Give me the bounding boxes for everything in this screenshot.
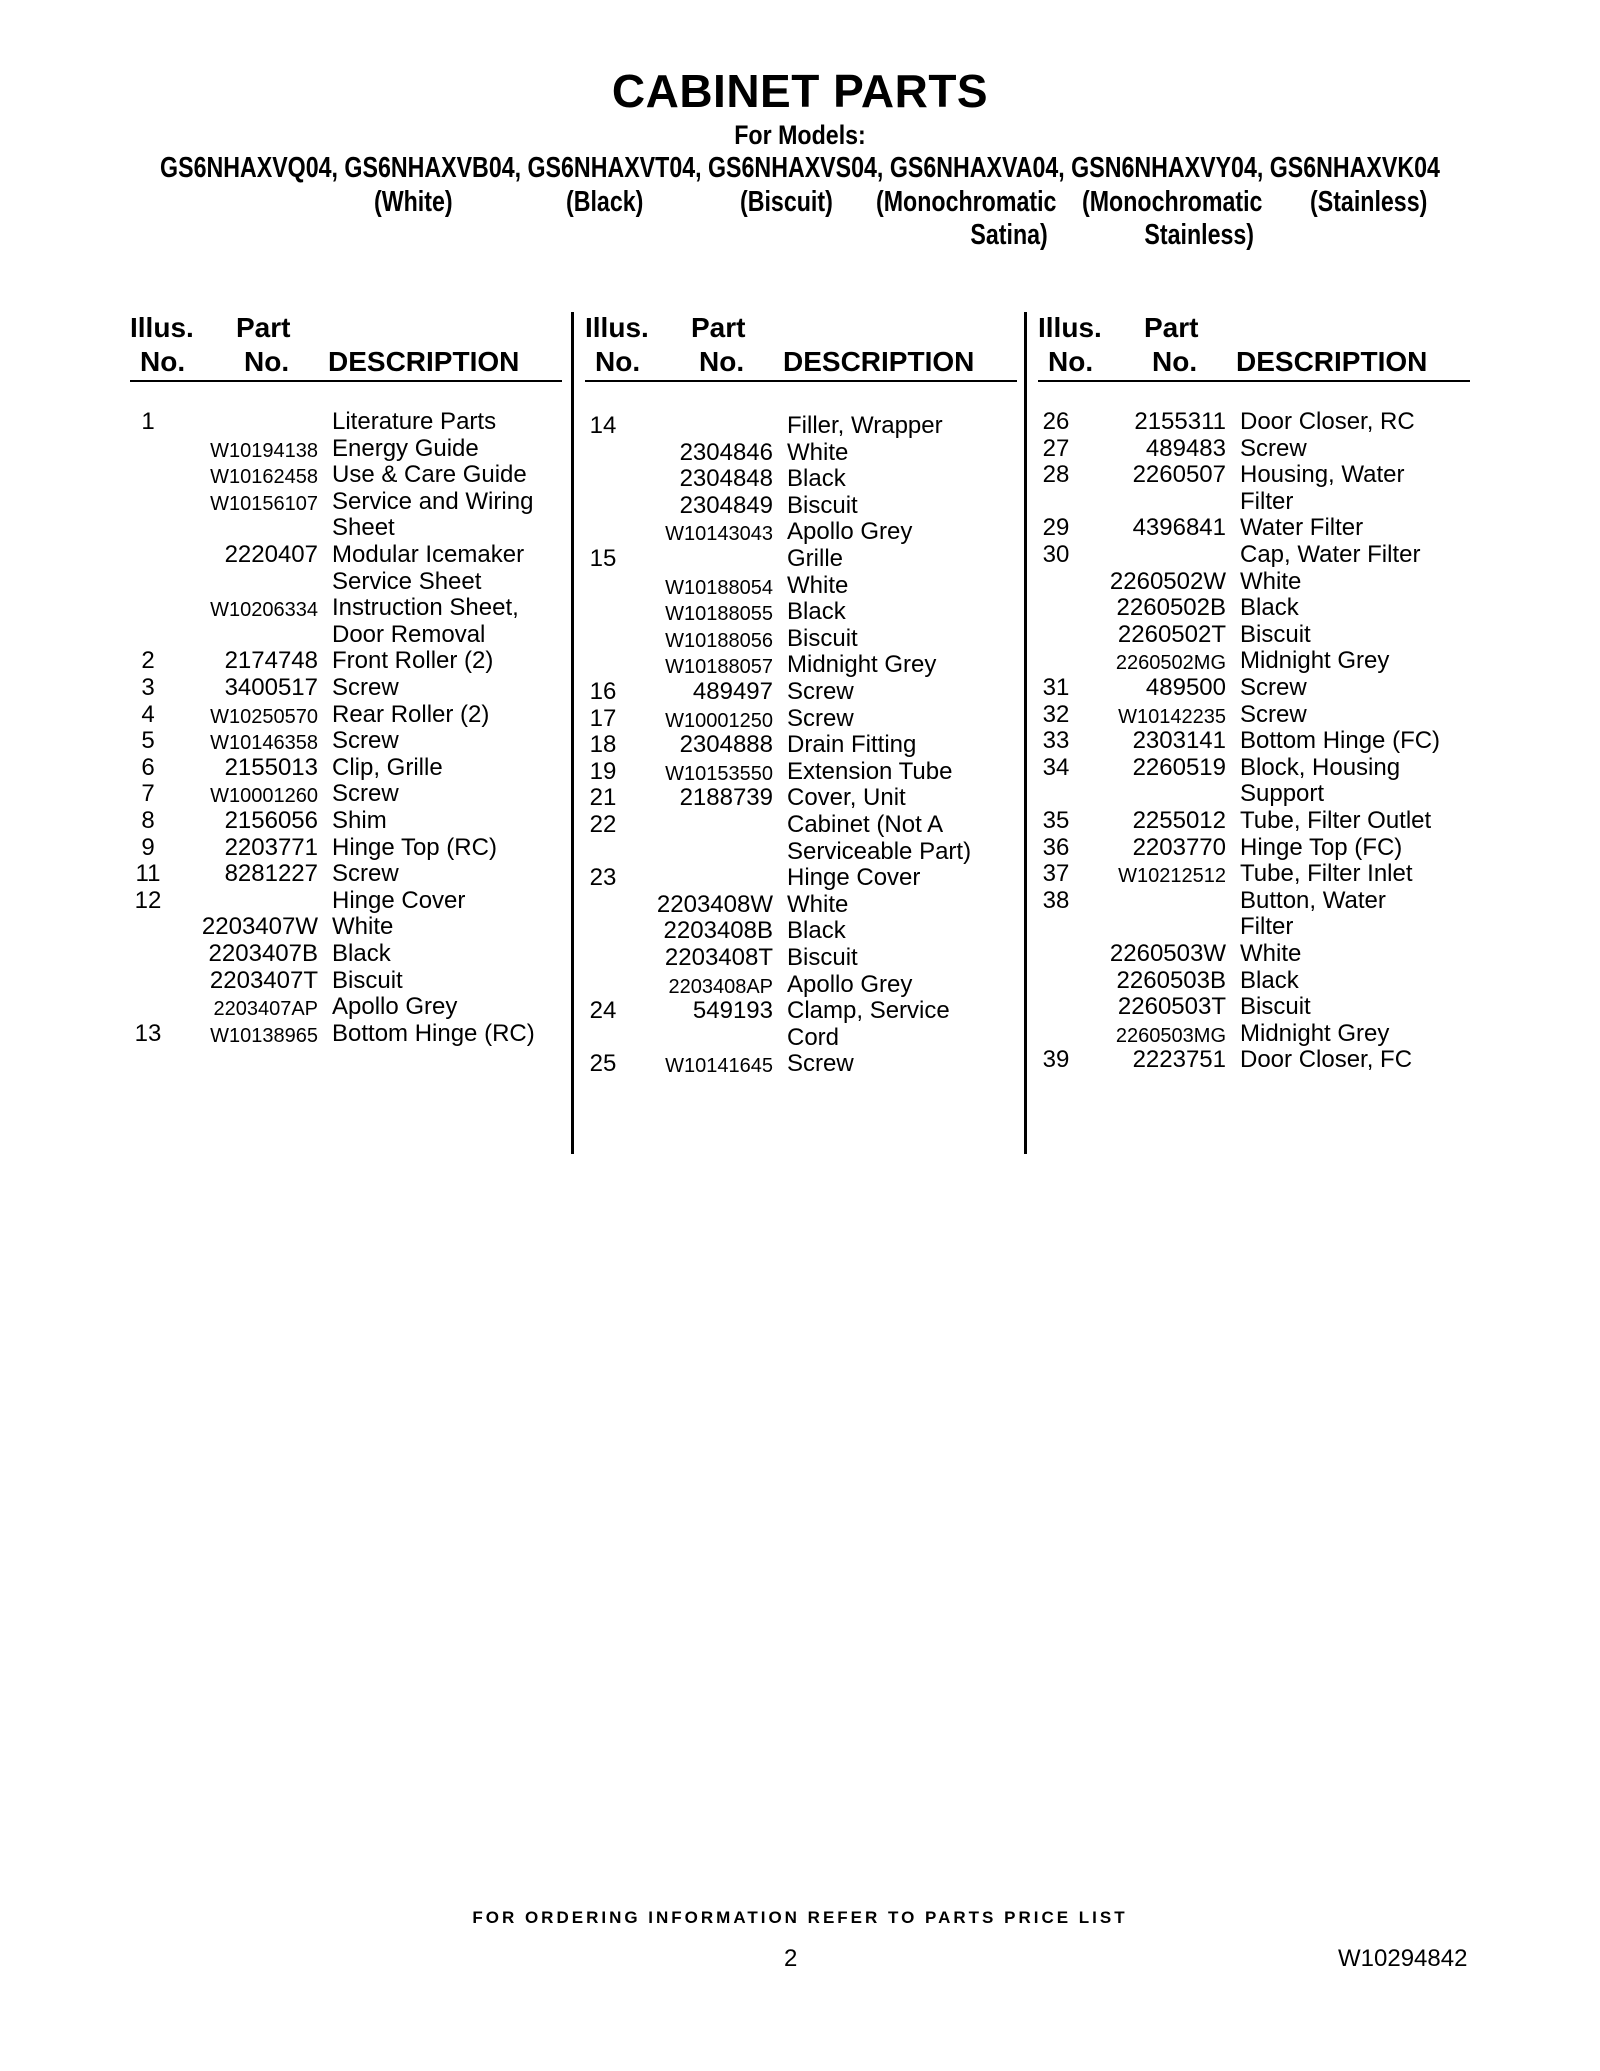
- part-number: 2203407T: [209, 966, 318, 994]
- part-description: Screw: [332, 727, 399, 755]
- part-number: 2260502MG: [1115, 652, 1226, 675]
- header-illus-no: No.: [140, 346, 186, 377]
- header-rule: [585, 380, 1017, 382]
- part-number: 4396841: [1132, 514, 1226, 542]
- illus-number: 32: [1042, 700, 1070, 728]
- illus-number: 5: [141, 727, 155, 755]
- part-number: 2260502W: [1109, 567, 1226, 595]
- part-description: Screw: [1240, 434, 1307, 462]
- part-description: Support: [1240, 780, 1325, 808]
- part-description: Screw: [332, 860, 399, 888]
- header-part: Part: [1144, 312, 1199, 343]
- part-description: Biscuit: [1240, 620, 1311, 648]
- illus-number: 27: [1042, 434, 1070, 462]
- part-number: 2260502T: [1117, 620, 1226, 648]
- header-illus-no: No.: [595, 346, 641, 377]
- header-description: DESCRIPTION: [783, 346, 975, 377]
- header-part: Part: [691, 312, 746, 343]
- part-number: 2304846: [679, 438, 773, 466]
- part-description: Midnight Grey: [787, 651, 937, 679]
- part-number: 2304848: [679, 465, 773, 493]
- illus-number: 17: [589, 704, 617, 732]
- part-number: 2260519: [1132, 753, 1226, 781]
- part-number: W10143043: [665, 523, 773, 546]
- part-description: Energy Guide: [332, 434, 479, 462]
- column-divider-2: [1024, 312, 1027, 1154]
- part-description: Service Sheet: [332, 567, 482, 595]
- part-number: W10001250: [665, 709, 773, 732]
- part-description: Cover, Unit: [787, 784, 906, 812]
- part-number: 2155311: [1134, 408, 1226, 435]
- part-number: 2203407W: [201, 913, 318, 941]
- part-number: 489483: [1145, 434, 1226, 462]
- illus-number: 31: [1042, 674, 1070, 701]
- header-description: DESCRIPTION: [328, 346, 520, 377]
- part-number: W10141645: [665, 1055, 773, 1078]
- illus-number: 21: [589, 784, 617, 812]
- part-description: Water Filter: [1240, 514, 1364, 542]
- part-description: Black: [787, 598, 846, 626]
- part-number: 2203408W: [656, 890, 773, 918]
- part-description: Screw: [332, 674, 399, 701]
- part-description: Shim: [332, 807, 387, 834]
- part-description: Hinge Cover: [787, 864, 921, 892]
- part-number: 489500: [1145, 674, 1226, 701]
- part-number: W10206334: [210, 599, 318, 622]
- part-description: Biscuit: [787, 624, 858, 652]
- part-description: Door Removal: [332, 620, 486, 648]
- part-description: Block, Housing: [1240, 753, 1401, 781]
- part-description: White: [1240, 567, 1302, 595]
- illus-number: 26: [1042, 408, 1070, 435]
- part-number: 2255012: [1132, 807, 1226, 834]
- part-number: W10162458: [210, 466, 318, 489]
- page-title: CABINET PARTS: [611, 65, 989, 117]
- part-number: 2220407: [224, 541, 318, 568]
- part-number: W10250570: [210, 705, 318, 728]
- header-illus: Illus.: [130, 312, 194, 343]
- part-description: White: [332, 913, 394, 941]
- part-number: W10142235: [1118, 705, 1226, 728]
- part-description: White: [787, 890, 849, 918]
- part-description: Apollo Grey: [787, 970, 913, 998]
- column-divider-1: [571, 312, 574, 1154]
- part-description: Biscuit: [1240, 993, 1311, 1021]
- part-number: 2260507: [1132, 461, 1226, 489]
- part-number: W10153550: [665, 762, 773, 785]
- models-list: GS6NHAXVQ04, GS6NHAXVB04, GS6NHAXVT04, GS6NHAXVS04, GS6NHAXVA04, GSN6NHAXVY04, GS6NHAXVK04: [160, 152, 1440, 184]
- illus-number: 29: [1042, 514, 1070, 542]
- part-number: 2156056: [224, 807, 318, 834]
- part-description: Button, Water: [1240, 886, 1386, 914]
- part-number: W10188054: [665, 576, 773, 599]
- part-number: 2188739: [679, 784, 773, 812]
- illus-number: 30: [1042, 541, 1070, 568]
- part-number: 549193: [692, 997, 773, 1025]
- illus-number: 1: [141, 408, 155, 435]
- page-number: 2: [784, 1945, 798, 1972]
- part-number: W10146358: [210, 732, 318, 755]
- variant-mono-satina-line1: (Monochromatic: [876, 186, 1057, 218]
- part-description: Bottom Hinge (FC): [1240, 727, 1441, 755]
- part-number: W10156107: [210, 492, 318, 515]
- part-description: Extension Tube: [787, 757, 953, 785]
- part-number: 2223751: [1132, 1046, 1226, 1074]
- header-illus-no: No.: [1048, 346, 1094, 377]
- part-number: W10188055: [665, 603, 773, 626]
- illus-number: 34: [1042, 753, 1070, 781]
- part-description: Black: [787, 917, 846, 945]
- illus-number: 6: [141, 753, 155, 781]
- illus-number: 11: [135, 860, 161, 888]
- part-number: 2203407AP: [213, 998, 318, 1021]
- part-number: 2260503B: [1116, 966, 1226, 994]
- illus-number: 24: [589, 997, 617, 1025]
- part-description: Filter: [1240, 913, 1294, 941]
- header-description: DESCRIPTION: [1236, 346, 1428, 377]
- variant-mono-satina-line2: Satina): [970, 219, 1048, 251]
- header-illus: Illus.: [1038, 312, 1102, 343]
- part-description: Screw: [787, 704, 854, 732]
- illus-number: 7: [141, 780, 155, 808]
- part-description: Hinge Top (FC): [1240, 833, 1403, 861]
- part-description: Use & Care Guide: [332, 461, 527, 489]
- part-description: Service and Wiring: [332, 487, 534, 515]
- part-number: 2203408T: [664, 944, 773, 971]
- variant-mono-stainless-line2: Stainless): [1144, 219, 1254, 251]
- illus-number: 4: [141, 700, 155, 728]
- illus-number: 33: [1042, 727, 1070, 755]
- part-number: 2203770: [1132, 833, 1226, 861]
- part-description: Black: [332, 940, 391, 967]
- part-description: Filter: [1240, 487, 1294, 515]
- illus-number: 13: [134, 1019, 162, 1047]
- part-number: 2260502B: [1116, 594, 1226, 622]
- part-description: Screw: [787, 678, 854, 705]
- part-number: W10188057: [665, 656, 773, 679]
- part-description: Clip, Grille: [332, 753, 443, 781]
- variant-monochromatic-satina: [876, 186, 1056, 252]
- part-description: Filler, Wrapper: [787, 412, 943, 439]
- variant-white: (White): [374, 186, 453, 218]
- part-number: 2174748: [224, 647, 318, 675]
- part-description: Cord: [787, 1023, 840, 1051]
- header-rule: [1038, 380, 1470, 382]
- illus-number: 2: [141, 647, 155, 675]
- part-description: White: [1240, 940, 1302, 967]
- illus-number: 23: [589, 864, 617, 892]
- illus-number: 15: [589, 545, 617, 572]
- part-number: 2155013: [224, 753, 318, 781]
- part-description: Front Roller (2): [332, 647, 494, 675]
- part-number: 2260503T: [1117, 993, 1226, 1021]
- illus-number: 19: [589, 757, 617, 785]
- part-description: Midnight Grey: [1240, 1019, 1390, 1047]
- part-description: Instruction Sheet,: [332, 594, 519, 622]
- part-description: Apollo Grey: [332, 993, 458, 1021]
- variant-monochromatic-stainless: [1082, 186, 1262, 252]
- part-description: Clamp, Service: [787, 997, 950, 1025]
- part-description: Serviceable Part): [787, 837, 972, 865]
- part-number: W10212512: [1118, 865, 1226, 888]
- part-description: Hinge Cover: [332, 886, 466, 914]
- part-description: Screw: [787, 1050, 854, 1078]
- illus-number: 18: [589, 731, 617, 759]
- part-number: 489497: [692, 678, 773, 705]
- document-number: W10294842: [1338, 1945, 1468, 1972]
- part-number: 2203408B: [663, 917, 773, 945]
- illus-number: 9: [141, 833, 155, 861]
- illus-number: 22: [589, 811, 617, 838]
- part-number: W10001260: [210, 785, 318, 808]
- part-description: Cabinet (Not A: [787, 811, 944, 838]
- part-description: Modular Icemaker: [332, 541, 525, 568]
- part-description: Midnight Grey: [1240, 647, 1390, 675]
- illus-number: 14: [589, 412, 617, 439]
- part-description: White: [787, 438, 849, 466]
- part-description: Tube, Filter Outlet: [1240, 807, 1432, 834]
- part-description: Housing, Water: [1240, 461, 1405, 489]
- part-description: Drain Fitting: [787, 731, 917, 759]
- illus-number: 28: [1042, 461, 1070, 489]
- part-description: Biscuit: [332, 966, 403, 994]
- part-number: 2304849: [679, 491, 773, 519]
- variant-stainless: (Stainless): [1310, 186, 1428, 218]
- illus-number: 35: [1042, 807, 1070, 834]
- part-number: 2260503MG: [1115, 1024, 1226, 1047]
- illus-number: 38: [1042, 886, 1070, 914]
- part-description: Black: [1240, 966, 1299, 994]
- part-description: Rear Roller (2): [332, 700, 490, 728]
- variant-mono-stainless-line1: (Monochromatic: [1082, 186, 1263, 218]
- part-description: Hinge Top (RC): [332, 833, 497, 861]
- part-description: Biscuit: [787, 944, 858, 971]
- part-description: Screw: [332, 780, 399, 808]
- part-description: Biscuit: [787, 491, 858, 519]
- part-number: 2304888: [679, 731, 773, 759]
- variant-biscuit: (Biscuit): [740, 186, 833, 218]
- part-description: White: [787, 571, 849, 599]
- illus-number: 36: [1042, 833, 1070, 861]
- header-part-no: No.: [1152, 346, 1198, 377]
- illus-number: 39: [1042, 1046, 1070, 1074]
- part-number: 2203408AP: [668, 975, 773, 998]
- part-description: Black: [1240, 594, 1299, 622]
- part-number: 3400517: [224, 674, 318, 701]
- part-description: Tube, Filter Inlet: [1240, 860, 1413, 888]
- illus-number: 16: [589, 678, 617, 705]
- part-description: Apollo Grey: [787, 518, 913, 546]
- part-description: Bottom Hinge (RC): [332, 1019, 535, 1047]
- variant-black: (Black): [566, 186, 644, 218]
- part-description: Cap, Water Filter: [1240, 541, 1421, 568]
- part-description: Sheet: [332, 514, 395, 542]
- part-number: 2203407B: [208, 940, 318, 967]
- illus-number: 37: [1042, 860, 1070, 888]
- part-number: 8281227: [224, 860, 318, 888]
- part-description: Screw: [1240, 674, 1307, 701]
- part-description: Door Closer, FC: [1240, 1046, 1413, 1074]
- part-number: 2303141: [1132, 727, 1226, 755]
- part-description: Black: [787, 465, 846, 493]
- for-models-label: For Models:: [734, 120, 866, 150]
- header-illus: Illus.: [585, 312, 649, 343]
- header-part-no: No.: [699, 346, 745, 377]
- part-number: 2260503W: [1109, 940, 1226, 967]
- part-description: Screw: [1240, 700, 1307, 728]
- illus-number: 8: [141, 807, 155, 834]
- ordering-info-footer: FOR ORDERING INFORMATION REFER TO PARTS PRICE LIST: [472, 1908, 1128, 1927]
- illus-number: 12: [134, 886, 162, 914]
- part-description: Door Closer, RC: [1240, 408, 1415, 435]
- header-part-no: No.: [244, 346, 290, 377]
- part-description: Literature Parts: [332, 408, 497, 435]
- part-number: 2203771: [224, 833, 318, 861]
- part-number: W10138965: [210, 1024, 318, 1047]
- part-number: W10188056: [665, 629, 773, 652]
- part-description: Grille: [787, 545, 844, 572]
- header-rule: [130, 380, 562, 382]
- part-number: W10194138: [210, 439, 318, 462]
- illus-number: 3: [141, 674, 155, 701]
- illus-number: 25: [589, 1050, 617, 1078]
- header-part: Part: [236, 312, 291, 343]
